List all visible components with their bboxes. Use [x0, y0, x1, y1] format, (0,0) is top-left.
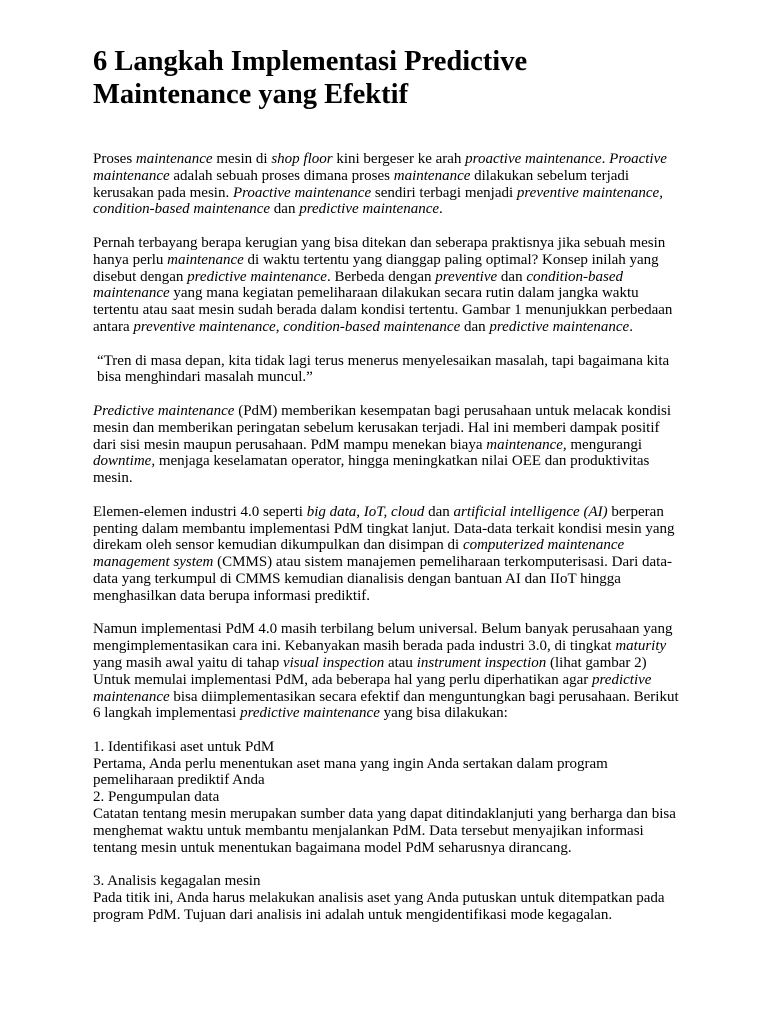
text-run: “Tren di masa depan, kita tidak lagi terus menerus menyelesaikan masalah, tapi bagaimana kita bisa menghindari masalah muncul.”: [97, 352, 670, 386]
body-paragraph: [93, 621, 683, 671]
italic-text-run: maintenance: [135, 151, 213, 167]
text-run: di waktu tertentu yang dianggap paling optimal? Konsep inilah yang disebut dengan: [93, 251, 659, 285]
body-paragraph: [93, 151, 683, 218]
italic-text-run: preventive maintenance: [516, 184, 660, 201]
text-run: Namun implementasi PdM 4.0 masih terbilang belum universal. Belum banyak perusahaan yang mengimplementasikan cara ini. Kebanyakan masih berada pada industri 3.0, di tingkat: [93, 621, 673, 655]
quote-paragraph: [93, 353, 683, 387]
text-run: .: [439, 201, 443, 218]
text-run: Pernah terbayang berapa kerugian yang bisa ditekan dan seberapa praktisnya jika sebuah mesin hanya perlu: [93, 234, 666, 268]
italic-text-run: predictive maintenance: [489, 318, 630, 335]
italic-text-run: Proactive maintenance: [232, 184, 372, 201]
italic-text-run: condition-based maintenance: [93, 201, 271, 218]
italic-text-run: visual inspection: [282, 654, 385, 671]
step-body: Pertama, Anda perlu menentukan aset mana yang ingin Anda sertakan dalam program pemeliharaan prediktif Anda: [93, 755, 608, 789]
body-paragraph: [93, 403, 683, 487]
text-run: berperan penting dalam membantu implementasi PdM tingkat lanjut. Data-data terkait kondisi mesin yang direkam oleh sensor kemudian dikumpulkan dan disimpan di: [93, 503, 675, 554]
text-run: ,: [275, 318, 284, 335]
text-run: kini bergeser ke arah: [332, 151, 466, 167]
text-run: Proses: [93, 151, 136, 167]
body-paragraph: [93, 235, 683, 336]
italic-text-run: Proactive maintenance: [93, 151, 667, 184]
italic-text-run: artificial intelligence (AI): [453, 503, 608, 520]
body-paragraph: [93, 672, 683, 722]
italic-text-run: condition-based maintenance: [93, 268, 623, 302]
text-run: sendiri terbagi menjadi: [371, 184, 517, 201]
italic-text-run: predictive maintenance: [240, 705, 380, 722]
italic-text-run: predictive maintenance: [93, 671, 652, 705]
text-run: yang mana kegiatan pemeliharaan dilakukan secara rutin dalam jangka waktu tertentu atau saat mesin sudah berada dalam kondisi tertentu. Gambar 1 menunjukkan perbedaan antara: [93, 285, 673, 335]
italic-text-run: instrument inspection: [416, 654, 547, 671]
text-run: menjaga keselamatan operator, hingga meningkatkan nilai OEE dan produktivitas mesin.: [93, 453, 650, 487]
body-paragraph: [93, 504, 683, 605]
text-run: Elemen-elemen industri 4.0 seperti: [93, 503, 307, 520]
step-body: Catatan tentang mesin merupakan sumber data yang dapat ditindaklanjuti yang berharga dan bisa menghemat waktu untuk membantu menjalankan PdM. Data tersebut menyajikan informasi tentang mesin untuk menentukan bagaimana model PdM seharusnya dirancang.: [93, 806, 676, 856]
text-run: (lihat gambar 2): [546, 654, 647, 671]
text-run: dan: [460, 318, 490, 335]
italic-text-run: predictive maintenance: [187, 268, 327, 285]
text-run: (PdM) memberikan kesempatan bagi perusahaan untuk melacak kondisi mesin dan memberikan peringatan sebelum kerusakan terjadi. Hal ini memberi dampak positif dari sisi mesin maupun perusahaan. PdM mampu menekan biaya: [93, 402, 672, 453]
italic-text-run: proactive maintenance: [465, 151, 602, 167]
text-run: dilakukan sebelum terjadi kerusakan pada mesin.: [93, 167, 630, 201]
italic-text-run: predictive maintenance: [299, 201, 440, 218]
text-run: (CMMS) atau sistem manajemen pemeliharaan terkomputerisasi. Dari data-data yang terkumpul di CMMS kemudian dianalisis dengan bantuan AI dan IIoT hingga menghasilkan data berupa informasi prediktif.: [93, 554, 672, 604]
implementation-steps: [93, 739, 683, 924]
text-run: mengurangi: [566, 436, 643, 453]
text-run: dan: [270, 201, 300, 218]
step-body: Pada titik ini, Anda harus melakukan analisis aset yang Anda putuskan untuk ditempatkan pada program PdM. Tujuan dari analisis ini adalah untuk mengidentifikasi mode kegagalan.: [93, 890, 665, 923]
italic-text-run: maintenance,: [486, 436, 567, 453]
text-run: . Berbeda dengan: [326, 268, 436, 285]
italic-text-run: condition-based maintenance: [283, 318, 461, 335]
italic-text-run: big data, IoT, cloud: [306, 503, 425, 520]
italic-text-run: maintenance: [393, 167, 471, 184]
italic-text-run: Predictive maintenance: [93, 402, 235, 419]
text-run: dan: [497, 268, 527, 285]
step-heading: 3. Analisis kegagalan mesin: [93, 873, 261, 890]
text-run: mesin di: [212, 151, 272, 167]
text-run: Untuk memulai implementasi PdM, ada beberapa hal yang perlu diperhatikan agar: [93, 671, 593, 688]
step-heading: 1. Identifikasi aset untuk PdM: [93, 738, 275, 755]
text-run: .: [629, 318, 633, 335]
document-page: [93, 45, 683, 924]
step-heading: 2. Pengumpulan data: [93, 789, 220, 806]
italic-text-run: maintenance: [167, 251, 244, 268]
italic-text-run: maturity: [615, 638, 667, 655]
text-run: adalah sebuah proses dimana proses: [169, 167, 394, 184]
text-run: atau: [384, 654, 417, 671]
text-run: dan: [424, 503, 454, 520]
text-run: .: [601, 151, 610, 167]
text-run: ,: [659, 184, 663, 201]
text-run: bisa diimplementasikan secara efektif dan menguntungkan bagi perusahaan. Berikut 6 langkah implementasi: [93, 688, 679, 722]
document-title: 6 Langkah Implementasi Predictive Maintenance yang Efektif: [93, 46, 528, 110]
body-paragraphs: [93, 151, 683, 722]
text-run: yang bisa dilakukan:: [379, 705, 508, 722]
italic-text-run: preventive: [435, 268, 498, 285]
italic-text-run: downtime,: [93, 453, 156, 470]
text-run: yang masih awal yaitu di tahap: [93, 654, 283, 671]
italic-text-run: preventive maintenance: [133, 318, 276, 335]
italic-text-run: shop floor: [271, 151, 333, 167]
italic-text-run: computerized maintenance management system: [93, 537, 625, 571]
